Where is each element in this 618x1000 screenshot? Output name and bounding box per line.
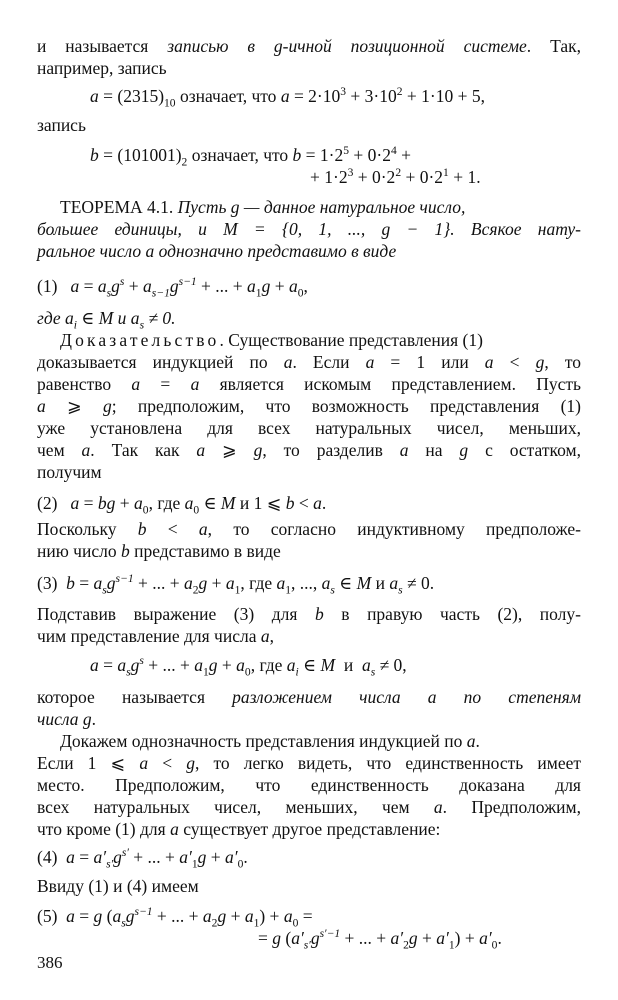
text-line: запись [37,115,86,135]
text-line: чим представление для числа a, [37,626,274,646]
text-line: (1) $a = a_sg^s + a_{s-1}g^{s-1}$ + ... + $a_1g + a_0$, [37,276,308,300]
text-line: место. Предположим, что единственность доказана для [37,775,581,795]
text-line: Поскольку b < a, то согласно индуктивному предположе- [37,519,581,539]
text-line: уже установлена для всех натуральных чисел, меньших, [37,418,581,438]
text-line: и называется записью в g-ичной позиционной системе. Так, [37,36,581,56]
text-line: Ввиду (1) и (4) имеем [37,876,199,896]
page-number: 386 [37,953,63,972]
text-line: равенство a = a является искомым представлением. Пусть [37,374,582,394]
text-line: Если 1 ⩽ a < g, то легко видеть, что единственность имеет [37,753,582,773]
text-line: которое называется разложением числа a по степеням [37,687,581,707]
text-line: $b = (101001)_2$ означает, что $b = 1\cdot 2^5 + 0\cdot 2^4$ + [90,145,412,169]
text-line: всех натуральных чисел, меньших, чем a. Предположим, [37,797,581,817]
text-line: например, запись [37,58,167,78]
text-line: чем a. Так как a ⩾ g, то разделив a на g с остатком, [37,440,581,460]
text-line: $a = (2315)_{10}$ означает, что $a = 2\cdot 10^3 + 3\cdot 10^2 + 1\cdot 10 + 5$, [90,86,485,110]
text-line: (4) $a = a'_{s'}g^{s'}$ + ... + $a'_1g + a'_0$. [37,847,248,871]
text-line: ральное число a однозначно представимо в виде [37,241,397,261]
text-line: Доказательство. Существование представления (1) [60,330,483,350]
text-line: что кроме (1) для a существует другое представление: [37,819,441,839]
text-line: = g ($a'_{s'}g^{s'-1}$ + ... + $a'_2g + a'_1) + a'_0$. [258,928,502,952]
text-line: числа g. [37,709,96,729]
text-line: (2) a = bg + $a_0$, где $a_0$ ∈ M и 1 ⩽ b < a. [37,493,327,517]
text-line: $a = a_sg^s$ + ... + $a_1g + a_0$, где $a_i$ ∈ M и $a_s \ne 0$, [90,655,407,679]
text-line: Подставив выражение (3) для b в правую часть (2), полу- [37,604,581,624]
text-line: a ⩾ g; предположим, что возможность представления (1) [37,396,581,416]
text-line: получим [37,462,102,482]
text-line: Докажем однозначность представления индукцией по a. [60,731,480,751]
text-line: нию число b представимо в виде [37,541,281,561]
text-line: (5) a = g ($a_sg^{s-1}$ + ... + $a_2g + a_1) + a_0$ = [37,906,313,930]
text-line: + $1\cdot 2^3 + 0\cdot 2^2 + 0\cdot 2^1 + 1$. [310,167,481,187]
text-line: доказывается индукцией по a. Если a = 1 или a < g, то [37,352,581,372]
text-line: (3) $b = a_sg^{s-1}$ + ... + $a_2g + a_1$, где $a_1$, ..., $a_s$ ∈ M и $a_s \ne 0$. [37,573,435,597]
text-line: ТЕОРЕМА 4.1. Пусть g — данное натуральное число, [60,197,466,217]
text-line: большее единицы, и M = {0, 1, ..., g − 1}. Всякое нату- [37,219,581,239]
text-line: где $a_i$ ∈ M и $a_s \ne 0$. [37,308,176,332]
